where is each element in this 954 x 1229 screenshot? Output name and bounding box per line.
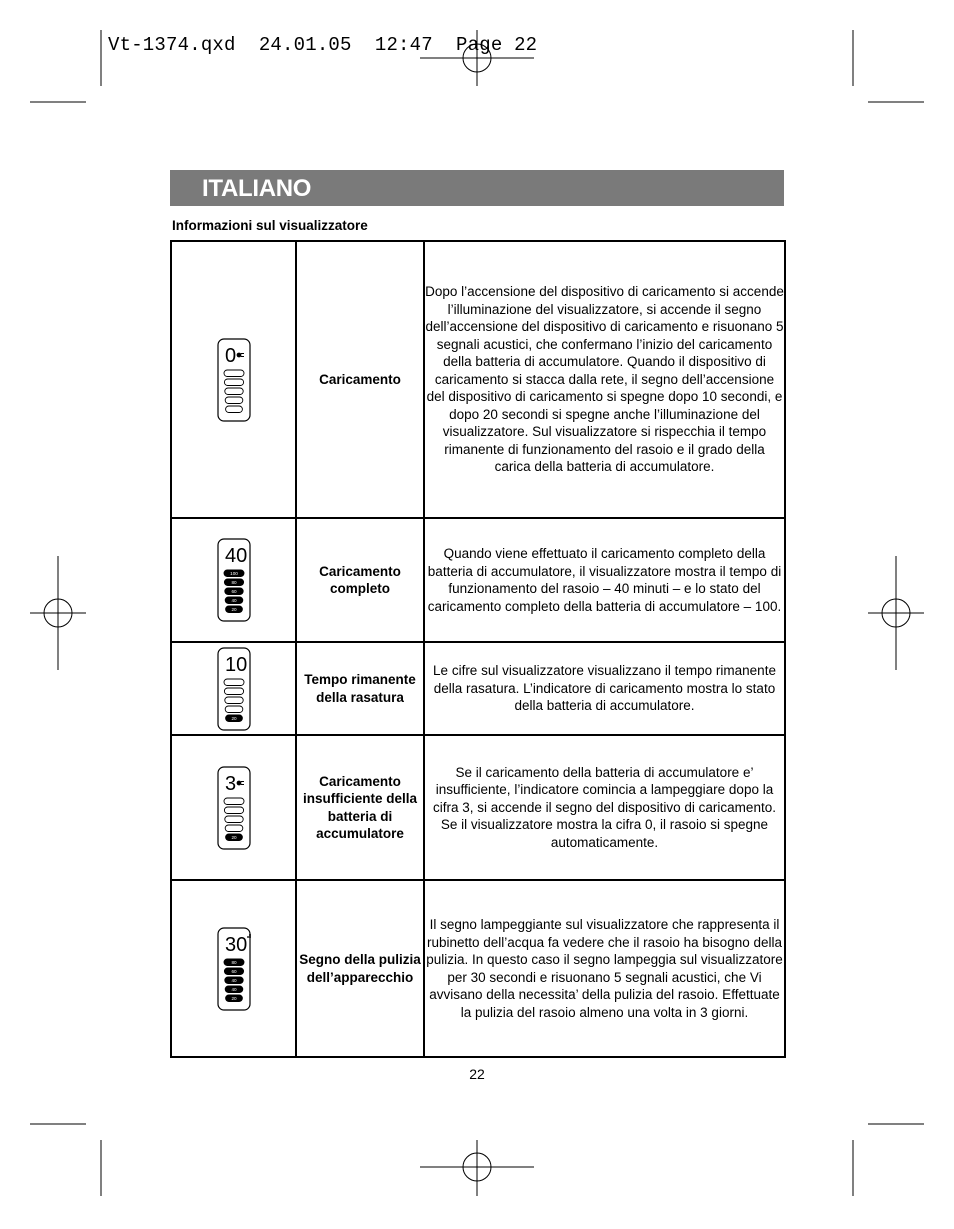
row-label: Tempo rimanente della rasatura (296, 642, 424, 735)
display-icon-cell (171, 518, 296, 642)
row-description: Il segno lampeggiante sul visualizzatore che rappresenta il rubinetto dell’acqua fa vedere che il rasoio ha bisogno della pulizia. In questo caso il segno lampeggia sul visualizzatore per 30 secondi e risuonano 5 segnali acustici, che Vi avvisano della necessita’ della pulizia del rasoio. Effettuate la pulizia del rasoio almeno una volta in 3 giorni. (424, 880, 785, 1057)
page-number: 22 (469, 1066, 485, 1082)
charge-level-segment (225, 825, 243, 832)
section-title: Informazioni sul visualizzatore (172, 218, 368, 233)
charge-level-label: 20 (230, 995, 237, 1001)
charge-level-label: 20 (230, 834, 237, 840)
table-row (171, 642, 785, 735)
charge-level-segment (224, 679, 244, 686)
charge-level-label: 40 (230, 598, 237, 604)
charge-level-segment (224, 388, 242, 395)
display-icon-cell (171, 642, 296, 735)
lcd-digits: 3 (224, 772, 236, 795)
lcd-digits: 0 (224, 344, 236, 367)
table-row (171, 518, 785, 642)
charge-level-segment (225, 706, 243, 713)
registration-mark-bottom (420, 1140, 534, 1196)
display-icon-cell (171, 735, 296, 880)
registration-mark-left (30, 556, 86, 670)
charge-level-segment (224, 798, 244, 805)
language-banner (170, 170, 784, 206)
row-description: Quando viene effettuato il caricamento completo della batteria di accumulatore, il visualizzatore mostra il tempo di funzionamento del rasoio – 40 minuti – e lo stato del caricamento completo della batteria di accumulatore – 100. (424, 518, 785, 642)
row-label: Caricamento completo (296, 518, 424, 642)
row-label: Caricamento insufficiente della batteria di accumulatore (296, 735, 424, 880)
lcd-display-icon (217, 538, 251, 622)
display-icon-cell (171, 880, 296, 1057)
lcd-display-icon (217, 338, 251, 422)
charge-level-label: 100 (229, 571, 238, 577)
lcd-digits: 10 (224, 653, 247, 676)
charge-level-label: 20 (230, 607, 237, 613)
charge-level-segment (224, 688, 243, 695)
charge-level-segment (224, 370, 244, 377)
charge-level-label: 20 (230, 715, 237, 721)
display-icon-cell (171, 241, 296, 518)
lcd-display-icon (217, 927, 251, 1011)
lcd-digits: 40 (224, 545, 247, 567)
charge-level-segment (225, 406, 242, 413)
lcd-display-icon (217, 766, 251, 850)
charge-level-segment (224, 379, 243, 386)
charge-level-label: 80 (230, 959, 237, 965)
row-description: Le cifre sul visualizzatore visualizzano il tempo rimanente della rasatura. L’indicatore di caricamento mostra lo stato della batteria di accumulatore. (424, 642, 785, 735)
row-label: Segno della pulizia dell’apparecchio (296, 880, 424, 1057)
charge-level-label: 60 (230, 968, 237, 974)
charge-level-segment (224, 697, 242, 704)
charge-level-label: 40 (230, 986, 237, 992)
charge-level-segment (225, 397, 243, 404)
charge-level-label: 40 (230, 977, 237, 983)
row-description: Se il caricamento della batteria di accumulatore e’ insufficiente, l’indicatore comincia a lampeggiare dopo la cifra 3, si accende il segno del dispositivo di caricamento. Se il visualizzatore mostra la cifra 0, il rasoio si spegne automaticamente. (424, 735, 785, 880)
row-label: Caricamento (296, 241, 424, 518)
charge-level-segment (224, 807, 243, 814)
table-row (171, 735, 785, 880)
lcd-display-icon (217, 647, 251, 731)
language-title: ITALIANO (202, 175, 312, 202)
print-slug: Vt-1374.qxd 24.01.05 12:47 Page 22 (108, 34, 538, 56)
display-info-table (170, 240, 786, 1058)
charge-level-segment (224, 816, 242, 823)
lcd-digits: 30 (224, 933, 247, 956)
row-description: Dopo l’accensione del dispositivo di caricamento si accende l’illuminazione del visualizzatore, si accende il segno dell’accensione del dispositivo di caricamento e risuonano 5 segnali acustici, che confermano l’inizio del caricamento della batteria di accumulatore. Quando il dispositivo di caricamento si stacca dalla rete, il segno dell’accensione del dispositivo di caricamento si spegne dopo 10 secondi, e dopo 20 secondi si spegne anche l’illuminazione del visualizzatore. Sul visualizzatore si rispecchia il tempo rimanente di funzionamento del rasoio e il grado della carica della batteria di accumulatore. (424, 241, 785, 518)
registration-mark-right (868, 556, 924, 670)
table-row (171, 880, 785, 1057)
charge-level-label: 80 (230, 580, 237, 586)
table-row (171, 241, 785, 518)
charge-level-label: 60 (230, 589, 237, 595)
